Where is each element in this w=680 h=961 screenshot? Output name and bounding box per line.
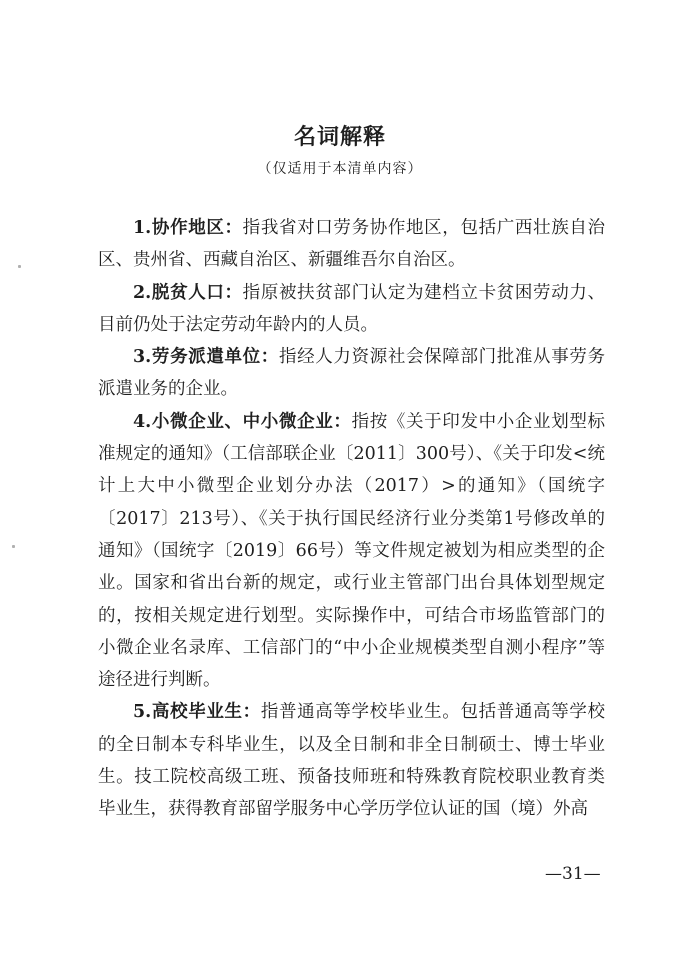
glossary-entry-4 <box>98 406 605 697</box>
page-number: —31— <box>545 864 601 884</box>
glossary-entry-3 <box>98 341 605 406</box>
entry-term: 5.高校毕业生： <box>133 702 261 723</box>
glossary-entry-1 <box>98 212 605 277</box>
entry-definition: 指按《关于印发中小企业划型标准规定的通知》（工信部联企业〔2011〕300号）、《关于印发<统计上大中小微型企业划分办法（2017）>的通知》（国统字〔2017〕213号）、《关于执行国民经济行业分类第1号修改单的通知》（国统字〔2019〕66号）等文件规定被划为相应类型的企业。国家和省出台新的规定，或行业主管部门出台具体划型规定的，按相关规定进行划型。实际操作中，可结合市场监管部门的小微企业名录库、工信部门的“中小企业规模类型自测小程序”等途径进行判断。 <box>98 411 605 691</box>
scan-speck <box>12 545 15 548</box>
entry-definition: 指原被扶贫部门认定为建档立卡贫困劳动力、目前仍处于法定劳动年龄内的人员。 <box>98 282 605 335</box>
entry-definition: 指普通高等学校毕业生。包括普通高等学校的全日制本专科毕业生，以及全日制和非全日制硕士、博士毕业生。技工院校高级工班、预备技师班和特殊教育院校职业教育类毕业生，获得教育部留学服务中心学历学位认证的国（境）外高 <box>98 702 605 820</box>
entry-term: 1.协作地区： <box>133 218 243 238</box>
entry-definition: 指经人力资源社会保障部门批准从事劳务派遣业务的企业。 <box>98 347 605 400</box>
scan-speck <box>18 265 21 268</box>
entry-term: 4.小微企业、中小微企业： <box>133 411 352 432</box>
entry-term: 2.脱贫人口： <box>133 282 243 303</box>
glossary-entry-5 <box>98 696 605 825</box>
entry-definition: 指我省对口劳务协作地区，包括广西壮族自治区、贵州省、西藏自治区、新疆维吾尔自治区。 <box>98 218 605 271</box>
glossary-body <box>98 212 605 826</box>
glossary-entry-2 <box>98 277 605 342</box>
document-title: 名词解释 <box>293 124 386 150</box>
document-subtitle: （仅适用于本清单内容） <box>257 161 423 177</box>
entry-term: 3.劳务派遣单位： <box>133 347 279 368</box>
